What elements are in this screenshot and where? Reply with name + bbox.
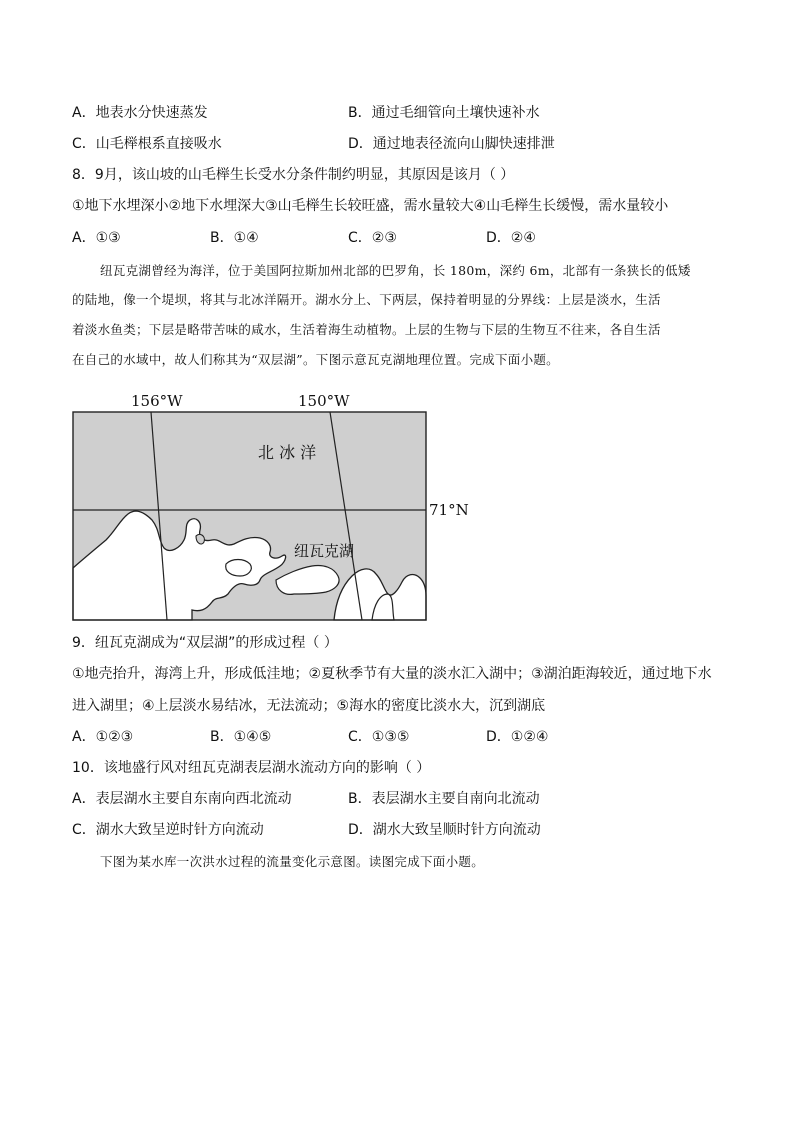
q10-option-d: D．湖水大致呈顺时针方向流动 <box>348 822 541 838</box>
q7-option-a: A．地表水分快速蒸发 <box>72 105 208 121</box>
q9-statements-line-1: ①地壳抬升，海湾上升，形成低洼地；②夏秋季节有大量的淡水汇入湖中；③湖泊距海较近，通过地下水 <box>72 666 712 682</box>
q8-option-d: D．②④ <box>486 230 536 246</box>
q9-statements-line-2: 进入湖里；④上层淡水易结冰，无法流动；⑤海水的密度比淡水大，沉到湖底 <box>72 698 546 714</box>
passage-line-4: 在自己的水域中，故人们称其为“双层湖”。下图示意瓦克湖地理位置。完成下面小题。 <box>72 352 559 367</box>
q9-option-c: C．①③⑤ <box>348 729 410 745</box>
q10-option-b: B．表层湖水主要自南向北流动 <box>348 791 540 807</box>
q10-stem: 10．该地盛行风对纽瓦克湖表层湖水流动方向的影响（ ） <box>72 760 431 776</box>
lake-label: 纽瓦克湖 <box>294 542 355 560</box>
q10-option-c: C．湖水大致呈逆时针方向流动 <box>72 822 264 838</box>
q8-option-a: A．①③ <box>72 230 121 246</box>
longitude-label-150w: 150°W <box>298 392 350 410</box>
q8-option-b: B．①④ <box>210 230 259 246</box>
q7-option-b: B．通过毛细管向土壤快速补水 <box>348 105 540 121</box>
q10-option-a: A．表层湖水主要自东南向西北流动 <box>72 791 292 807</box>
lake-island <box>226 560 252 577</box>
q8-option-c: C．②③ <box>348 230 397 246</box>
newark-lake-map <box>72 390 472 625</box>
q9-option-d: D．①②④ <box>486 729 549 745</box>
q7-option-c: C．山毛榉根系直接吸水 <box>72 136 222 152</box>
longitude-label-156w: 156°W <box>131 392 183 410</box>
q9-option-b: B．①④⑤ <box>210 729 272 745</box>
passage-line-2: 的陆地，像一个堤坝，将其与北冰洋隔开。湖水分上、下两层，保持着明显的分界线：上层是淡水，生活 <box>72 292 661 307</box>
ocean-label: 北 冰 洋 <box>258 443 317 462</box>
q9-option-a: A．①②③ <box>72 729 134 745</box>
q7-option-d: D．通过地表径流向山脚快速排泄 <box>348 136 555 152</box>
q8-stem: 8．9月，该山坡的山毛榉生长受水分条件制约明显，其原因是该月（ ） <box>72 167 515 183</box>
passage-line-1: 纽瓦克湖曾经为海洋，位于美国阿拉斯加州北部的巴罗角，长 180m，深约 6m，北部有一条狭长的低矮 <box>100 263 691 278</box>
passage-line-3: 着淡水鱼类；下层是略带苦味的咸水，生活着海生动植物。上层的生物与下层的生物互不往来，各自生活 <box>72 322 661 337</box>
q9-stem: 9．纽瓦克湖成为“双层湖”的形成过程（ ） <box>72 635 338 651</box>
next-figure-intro: 下图为某水库一次洪水过程的流量变化示意图。读图完成下面小题。 <box>100 854 485 869</box>
q8-statements: ①地下水埋深小②地下水埋深大③山毛榉生长较旺盛，需水量较大④山毛榉生长缓慢，需水量较小 <box>72 198 669 214</box>
latitude-label-71n: 71°N <box>429 501 469 519</box>
